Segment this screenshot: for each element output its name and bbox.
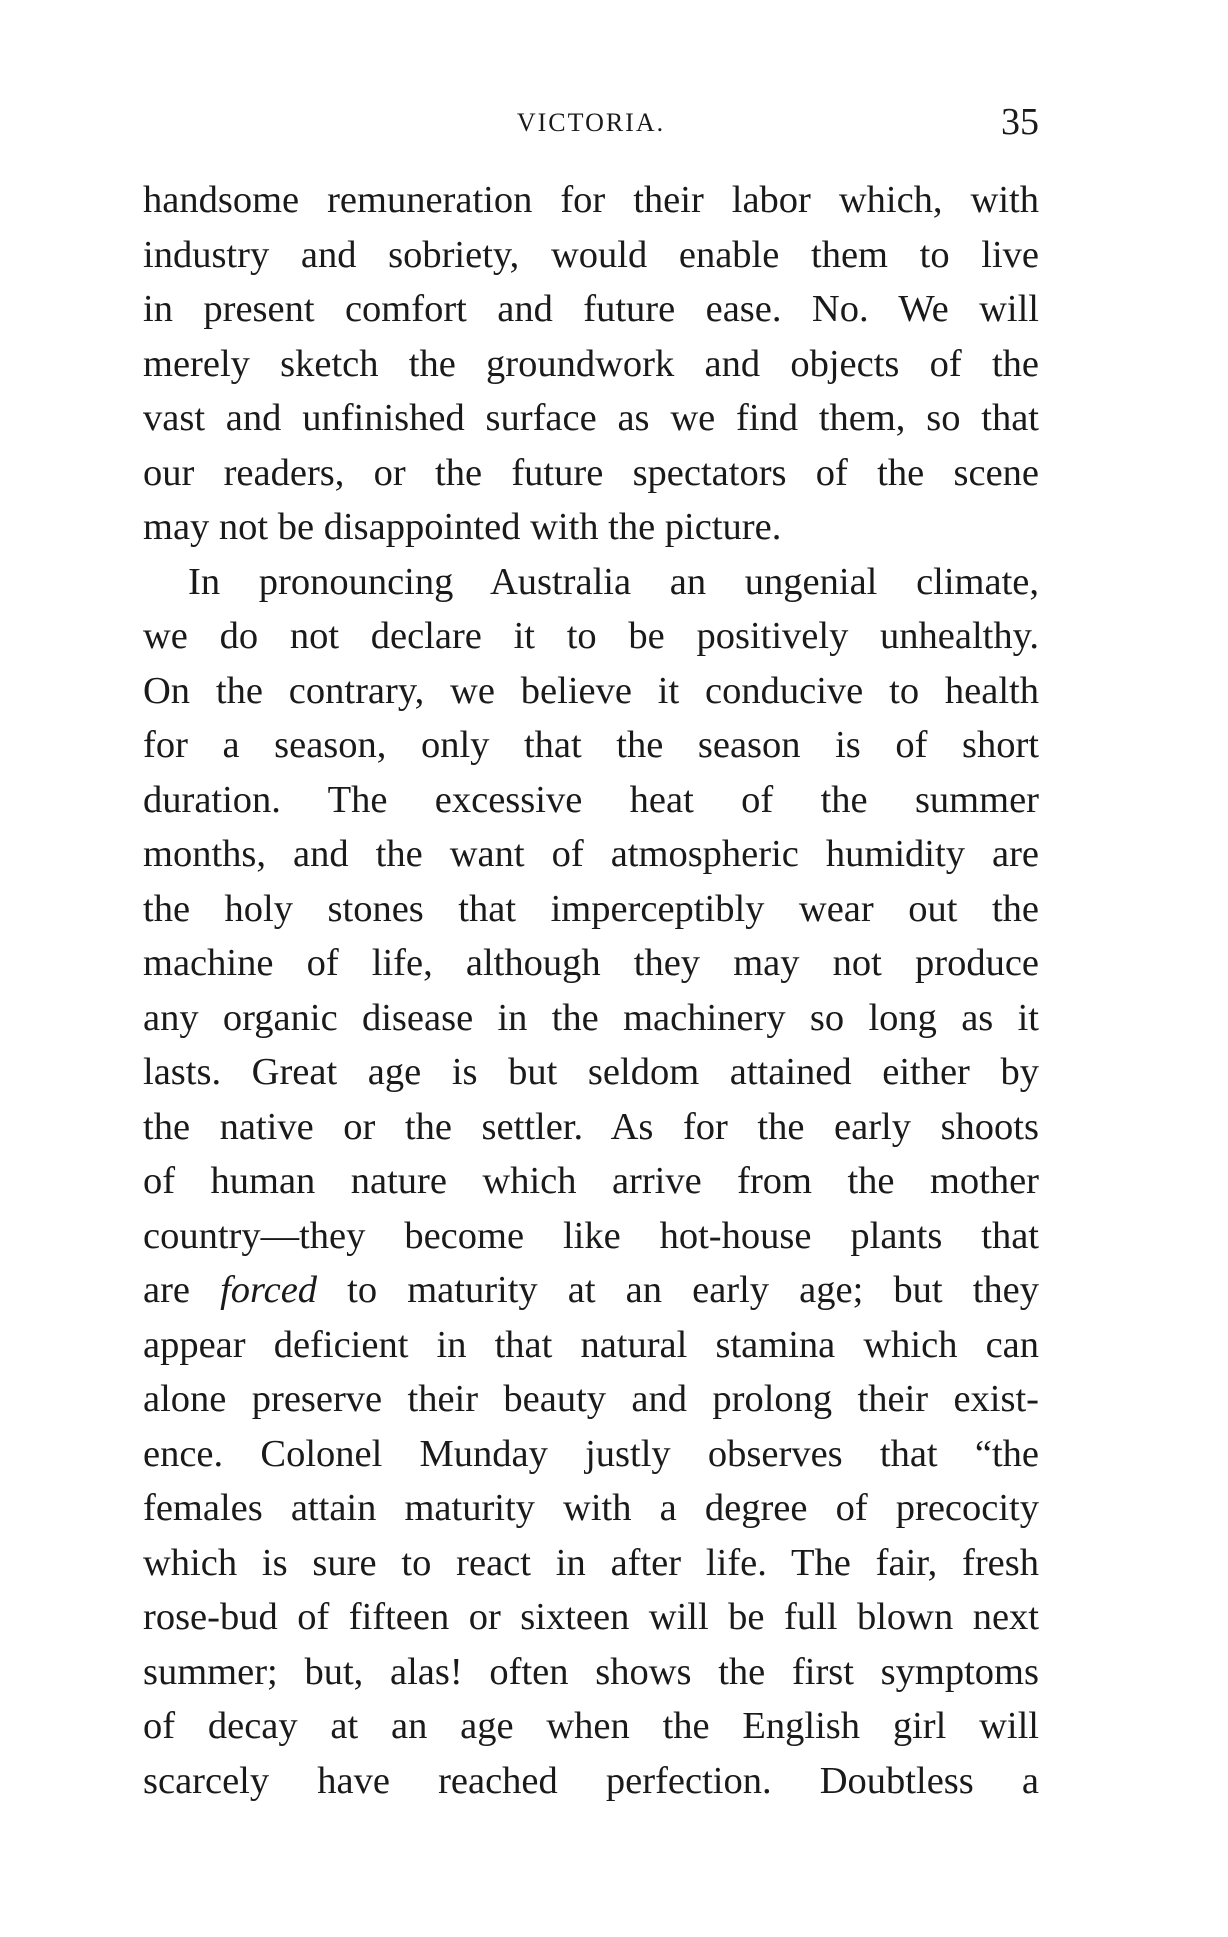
- text-line: alone preserve their beauty and prolong their exist-: [143, 1378, 1039, 1420]
- text-line: appear deficient in that natural stamina which can: [143, 1323, 1039, 1366]
- text-line: months, and the want of atmospheric humidity are: [143, 833, 1039, 875]
- text-line: handsome remuneration for their labor which, with: [143, 179, 1039, 221]
- text-line: In pronouncing Australia an ungenial climate,: [188, 560, 1039, 603]
- text-line: ence. Colonel Munday justly observes that “the: [143, 1432, 1039, 1475]
- text-line: duration. The excessive heat of the summer: [143, 778, 1039, 821]
- text-line: our readers, or the future spectators of the scene: [143, 451, 1039, 494]
- italic-emphasis: forced: [220, 1269, 318, 1311]
- text-line: of human nature which arrive from the mother: [143, 1160, 1039, 1202]
- text-fragment: to maturity at an early age; but they: [317, 1269, 1039, 1311]
- text-line: in present comfort and future ease. No. We will: [143, 288, 1039, 330]
- text-line: any organic disease in the machinery so long as it: [143, 996, 1039, 1039]
- text-line: vast and unfinished surface as we find them, so that: [143, 397, 1039, 439]
- text-line: machine of life, although they may not produce: [143, 942, 1039, 984]
- body-text: [143, 173, 1039, 1808]
- text-line: females attain maturity with a degree of precocity: [143, 1487, 1039, 1529]
- text-line: for a season, only that the season is of short: [143, 724, 1039, 766]
- running-title: VICTORIA.: [516, 108, 666, 137]
- text-line: merely sketch the groundwork and objects of the: [143, 342, 1039, 385]
- text-line-with-emphasis: [143, 1263, 1039, 1318]
- text-line: which is sure to react in after life. The fair, fresh: [143, 1541, 1039, 1584]
- text-line: of decay at an age when the English girl will: [143, 1705, 1039, 1747]
- text-line: scarcely have reached perfection. Doubtless a: [143, 1759, 1039, 1802]
- text-line: rose-bud of fifteen or sixteen will be full blown next: [143, 1596, 1039, 1638]
- text-line: industry and sobriety, would enable them to live: [143, 233, 1039, 276]
- running-head: [143, 100, 1039, 150]
- text-line: lasts. Great age is but seldom attained either by: [143, 1051, 1039, 1093]
- text-line: On the contrary, we believe it conducive to health: [143, 669, 1039, 712]
- page-number: 35: [1001, 101, 1039, 143]
- text-fragment: are: [143, 1269, 221, 1311]
- text-line: country—they become like hot-house plants that: [143, 1214, 1039, 1257]
- text-line: the holy stones that imperceptibly wear out the: [143, 887, 1039, 930]
- text-line: we do not declare it to be positively unhealthy.: [143, 615, 1039, 657]
- text-line: summer; but, alas! often shows the first symptoms: [143, 1650, 1039, 1693]
- text-line: may not be disappointed with the picture.: [143, 506, 782, 548]
- text-line: the native or the settler. As for the early shoots: [143, 1105, 1039, 1148]
